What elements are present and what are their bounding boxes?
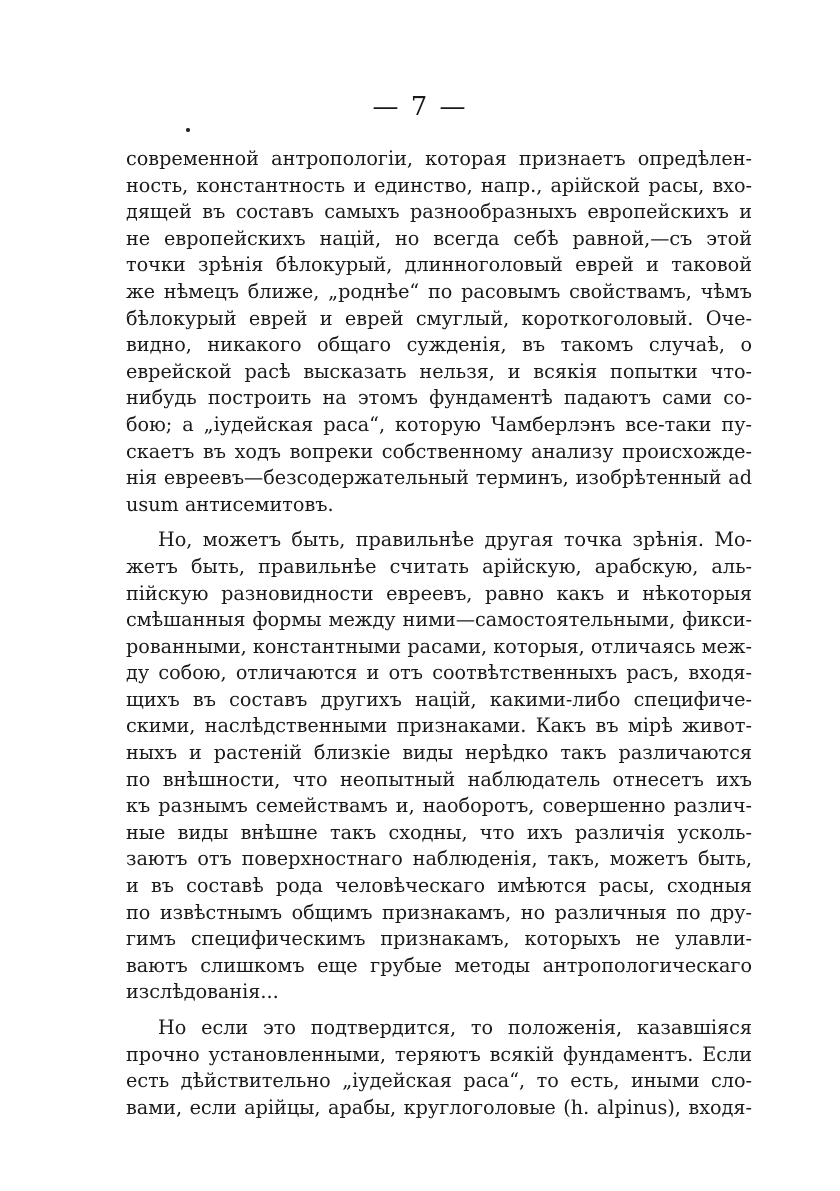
text-line: гимъ специфическимъ признакамъ, которыхъ не улавли- [126,927,752,951]
text-line: по извѣстнымъ общимъ признакамъ, но различныя по дру- [126,900,752,924]
text-line: къ разнымъ семействамъ и, наоборотъ, совершенно различ- [126,794,752,818]
text-line: и въ составѣ рода человѣческаго имѣются расы, сходныя [126,874,752,898]
page-number: — 7 — [372,92,468,122]
text-line: изслѣдованія... [126,980,279,1004]
paragraph-1 [126,146,752,518]
text-line: прочно установленными, теряютъ всякій фундаментъ. Если [126,1042,752,1066]
text-line: щихъ въ составъ другихъ націй, какими-либо специфиче- [126,687,752,711]
text-line: usum антисемитовъ. [126,492,334,516]
body-text [126,146,752,1121]
text-line: смѣшанныя формы между ними—самостоятельными, фикси- [126,608,752,632]
text-line: ныхъ и растеній близкіе виды нерѣдко такъ различаются [126,741,752,765]
text-line: современной антропологіи, которая признаетъ опредѣлен- [126,147,752,170]
text-line: нибудь построить на этомъ фундаментѣ падаютъ сами со- [126,386,752,410]
paragraph-2 [126,527,752,1006]
text-line: заютъ отъ поверхностнаго наблюденія, такъ, можетъ быть, [126,847,752,871]
text-line: же нѣмецъ ближе, „роднѣе“ по расовымъ свойствамъ, чѣмъ [126,279,752,303]
text-line: по внѣшности, что неопытный наблюдатель отнесетъ ихъ [126,767,752,791]
text-line: скими, наслѣдственными признаками. Какъ въ мірѣ живот- [126,714,752,738]
text-line: нія евреевъ—безсодержательный терминъ, изобрѣтенный ad [126,466,752,490]
text-line: дящей въ составъ самыхъ разнообразныхъ европейскихъ и [126,200,752,224]
text-line: рованными, константными расами, которыя, отличаясь меж- [126,634,752,658]
text-line: ность, константность и единство, напр., арійской расы, вхо- [126,173,752,197]
text-line: ваютъ слишкомъ еще грубые методы антропологическаго [126,953,752,977]
paragraph-3 [126,1015,752,1121]
ink-speck [186,128,190,132]
text-line: вами, если арійцы, арабы, круглоголовые (h. alpinus), входя- [126,1095,752,1119]
text-line: не европейскихъ націй, но всегда себѣ равной,—съ этой [126,226,752,250]
paragraph-gap [126,518,752,527]
text-line: бѣлокурый еврей и еврей смуглый, короткоголовый. Оче- [126,306,752,330]
text-line: ные виды внѣшне такъ сходны, что ихъ различія усколь- [126,820,752,844]
text-line: Но если это подтвердится, то положенія, казавшіяся [158,1016,752,1039]
text-line: пійскую разновидности евреевъ, равно какъ и нѣкоторыя [126,581,752,605]
text-line: видно, никакого общаго сужденія, въ такомъ случаѣ, о [126,333,752,357]
text-line: еврейской расѣ высказать нельзя, и всякія попытки что- [126,359,752,383]
text-line: жетъ быть, правильнѣе считать арійскую, арабскую, аль- [126,554,752,578]
paragraph-gap [126,1006,752,1015]
text-line: скаетъ въ ходъ вопреки собственному анализу происхожде- [126,439,752,463]
text-line: есть дѣйствительно „іудейская раса“, то есть, иными сло- [126,1069,752,1093]
text-line: ду собою, отличаются и отъ соотвѣтственныхъ расъ, входя- [126,661,752,685]
text-line: Но, можетъ быть, правильнѣе другая точка зрѣнія. Мо- [158,528,752,552]
text-line: точки зрѣнія бѣлокурый, длинноголовый еврей и таковой [126,253,752,277]
text-line: бою; а „іудейская раса“, которую Чамберлэнъ все-таки пу- [126,412,752,436]
